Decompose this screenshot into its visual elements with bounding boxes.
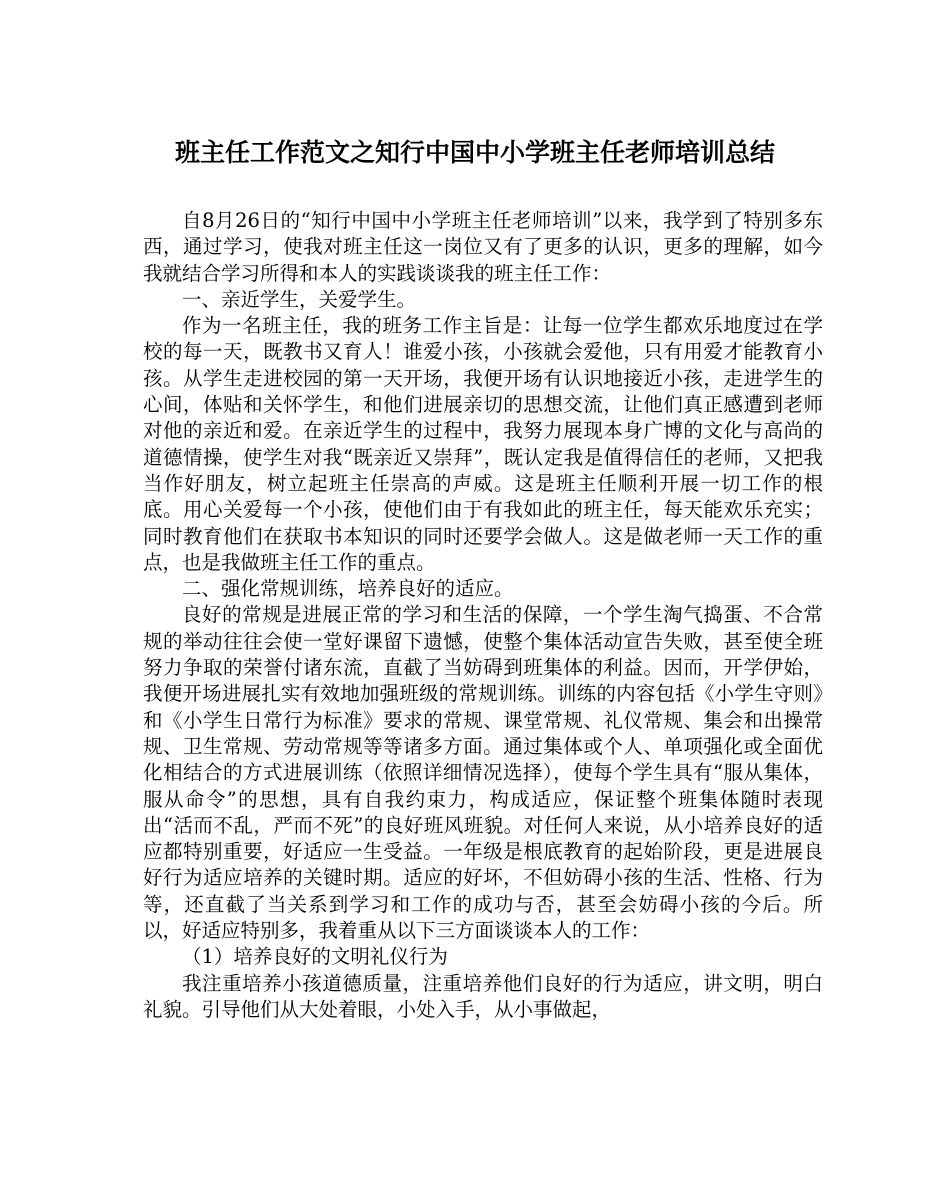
section-heading: 二、强化常规训练，培养良好的适应。 xyxy=(182,577,514,601)
subsection-heading: （1）培养良好的文明礼仪行为 xyxy=(182,945,448,969)
body-paragraph: 自8月26日的“知行中国中小学班主任老师培训”以来，我学到了特别多东西，通过学习，使我对班主任这一岗位又有了更多的认识，更多的理解，如今我就结合学习所得和本人的实践谈谈我的班主任工作： xyxy=(143,209,823,285)
body-paragraph: 作为一名班主任，我的班务工作主旨是：让每一位学生都欢乐地度过在学校的每一天，既教书又育人！谁爱小孩，小孩就会爱他，只有用爱才能教育小孩。从学生走进校园的第一天开场，我便开场有认识地接近小孩，走进学生的心间，体贴和关怀学生，和他们进展亲切的思想交流，让他们真正感遭到老师对他的亲近和爱。在亲近学生的过程中，我努力展现本身广博的文化与高尚的道德情操，使学生对我“既亲近又崇拜”，既认定我是值得信任的老师，又把我当作好朋友，树立起班主任崇高的声威。这是班主任顺利开展一切工作的根底。用心关爱每一个小孩，使他们由于有我如此的班主任，每天能欢乐充实；同时教育他们在获取书本知识的同时还要学会做人。这是做老师一天工作的重点，也是我做班主任工作的重点。 xyxy=(143,314,823,574)
document-title: 班主任工作范文之知行中国中小学班主任老师培训总结 xyxy=(174,138,775,167)
body-paragraph: 我注重培养小孩道德质量，注重培养他们良好的行为适应，讲文明，明白礼貌。引导他们从大处着眼，小处入手，从小事做起， xyxy=(143,971,823,1021)
section-heading: 一、亲近学生，关爱学生。 xyxy=(182,287,417,311)
document-body xyxy=(143,208,823,1023)
body-paragraph: 良好的常规是进展正常的学习和生活的保障，一个学生淘气捣蛋、不合常规的举动往往会使一堂好课留下遗憾，使整个集体活动宣告失败，甚至使全班努力争取的荣誉付诸东流，直截了当妨碍到班集体的利益。因而，开学伊始，我便开场进展扎实有效地加强班级的常规训练。训练的内容包括《小学生守则》和《小学生日常行为标准》要求的常规、课堂常规、礼仪常规、集会和出操常规、卫生常规、劳动常规等等诸多方面。通过集体或个人、单项强化或全面优化相结合的方式进展训练（依照详细情况选择），使每个学生具有“服从集体，服从命令”的思想，具有自我约束力，构成适应，保证整个班集体随时表现出“活而不乱，严而不死”的良好班风班貌。对任何人来说，从小培养良好的适应都特别重要，好适应一生受益。一年级是根底教育的起始阶段，更是进展良好行为适应培养的关键时期。适应的好坏，不但妨碍小孩的生活、性格、行为等，还直截了当关系到学习和工作的成功与否，甚至会妨碍小孩的今后。所以，好适应特别多，我着重从以下三方面谈谈本人的工作： xyxy=(143,603,823,943)
